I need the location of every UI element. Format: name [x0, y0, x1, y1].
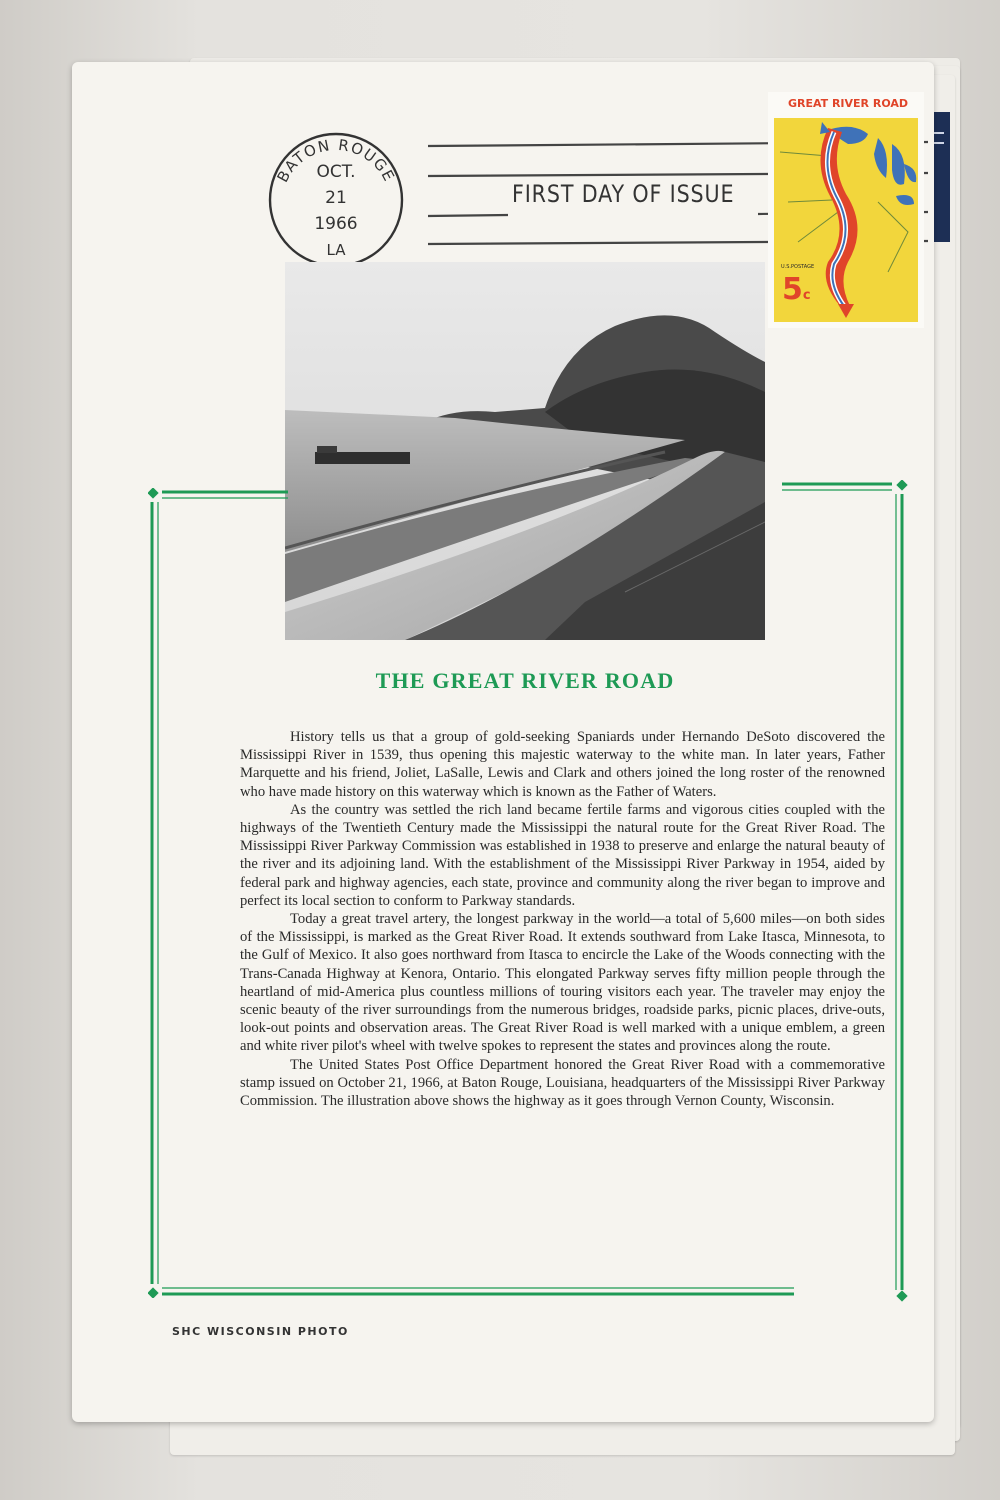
article-paragraph: Today a great travel artery, the longest parkway in the world—a total of 5,600 miles—on both sides of the Mississippi, is marked as the Great River Road. It extends southward from Lake Itasca, Minnesota, to the Gulf of Mexico. It also goes northward from Itasca to encircle the Lake of the Woods connecting with the Trans-Canada Highway at Kenora, Ontario. This elongated Parkway serves fifty million people through the heartland of mid-America plus countless millions of touring visitors each year. The traveler may enjoy the scenic beauty of the river surroundings from the numerous bridges, roadside parks, picnic places, drive-outs, look-out points and observation areas. The Great River Road is well marked with a unique emblem, a green and white river pilot's wheel with twelve spokes to represent the states and provinces along the route.: [240, 911, 885, 1055]
stamp-denomination: [782, 272, 811, 307]
stamp-value: 5: [782, 272, 803, 307]
postmark-city: BATON ROUGE: [273, 135, 399, 186]
stamp-issuer: U.S.POSTAGE: [781, 264, 815, 270]
article-paragraph: The United States Post Office Department honored the Great River Road with a commemorative stamp issued on October 21, 1966, at Baton Rouge, Louisiana, headquarters of the Mississippi River Parkway Commission. The illustration above shows the highway as it goes through Vernon County, Wisconsin.: [240, 1056, 885, 1110]
stamp-unit: c: [802, 288, 811, 303]
postmark-month: OCT.: [316, 162, 356, 182]
first-day-of-issue-text: FIRST DAY OF ISSUE: [512, 180, 735, 208]
article-body: [240, 728, 885, 1110]
article-paragraph: History tells us that a group of gold-seeking Spaniards under Hernando DeSoto discovered the Mississippi River in 1539, thus opening this majestic waterway to the white man. In later years, Father Marquette and his friend, Joliet, LaSalle, Lewis and Clark and others joined the long roster of the renowned who have made history on this waterway which is known as the Father of Waters.: [240, 729, 885, 800]
postmark: [262, 126, 410, 274]
postmark-day: 21: [325, 188, 347, 208]
stamp-title: GREAT RIVER ROAD: [787, 97, 909, 110]
article-title: THE GREAT RIVER ROAD: [375, 668, 675, 693]
photo-credit: SHC WISCONSIN PHOTO: [172, 1325, 349, 1338]
postmark-year: 1966: [314, 214, 358, 234]
article-paragraph: As the country was settled the rich land became fertile farms and vigorous cities coupled with the highways of the Twentieth Century made the Mississippi the natural route for the Great River Road. The Mississippi River Parkway Commission was established in 1938 to preserve and enlarge the natural beauty of the river and its adjoining land. With the establishment of the Mississippi River Parkway in 1954, aided by federal park and highway agencies, each state, province and community along the river began to improve and perfect its local section to conform to Parkway standards.: [240, 801, 885, 909]
postmark-state: LA: [326, 241, 346, 259]
postage-stamp: [768, 92, 924, 328]
